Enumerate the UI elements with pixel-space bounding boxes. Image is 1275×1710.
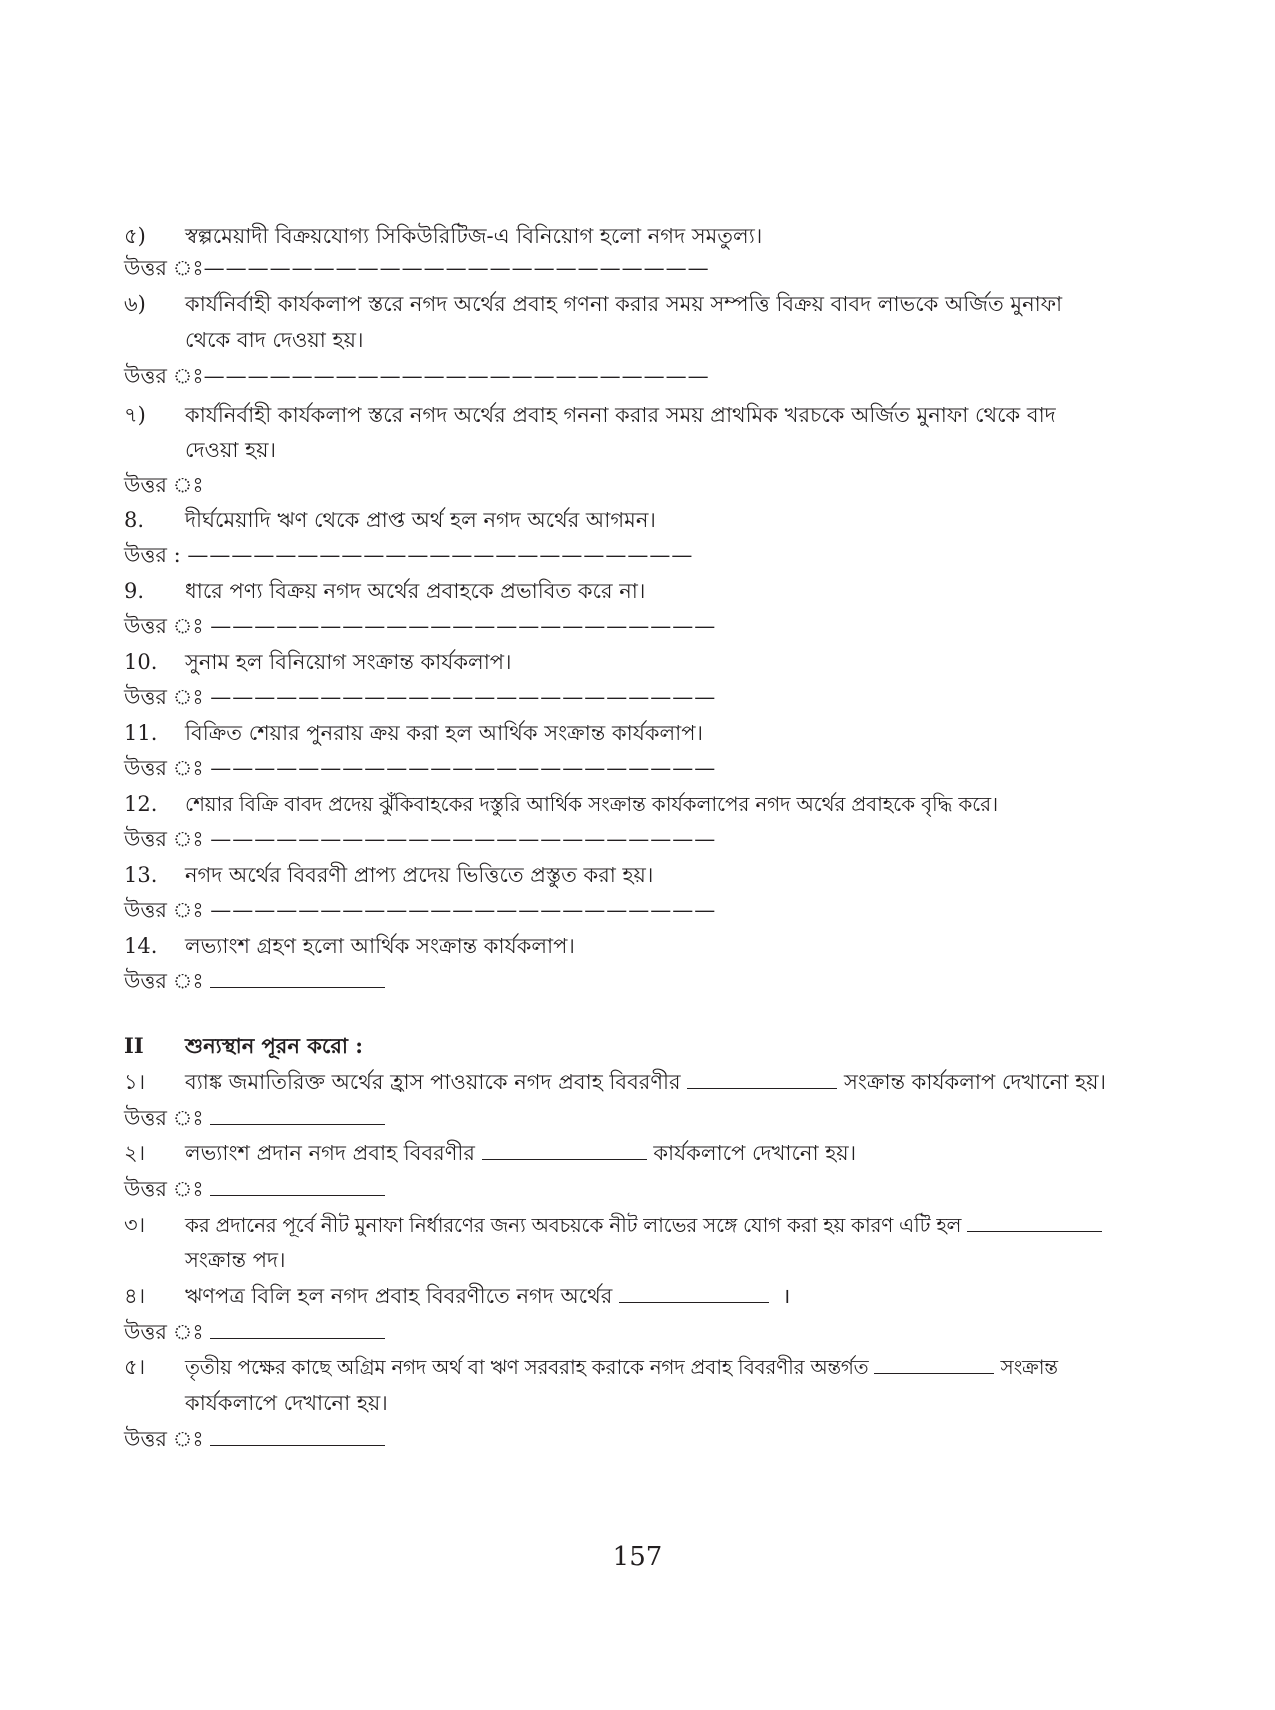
question-text: নগদ অর্থের বিবরণী প্রাপ্য প্রদেয় ভিত্তিতে প্রস্তুত করা হয়।	[185, 863, 654, 887]
question-number: 8.	[124, 508, 145, 532]
answer-label: উত্তর ঃ	[124, 364, 204, 388]
answer-fill: ———————————————————————	[210, 756, 717, 780]
answer-fill: ———————————————————————	[210, 685, 717, 709]
fill-blank	[874, 1351, 994, 1374]
fill-blank	[619, 1280, 769, 1303]
question-number: ২।	[124, 1141, 146, 1165]
answer-fill: ———————————————————————	[203, 256, 710, 280]
question-number: 11.	[124, 721, 158, 745]
question-number: ৪।	[124, 1284, 146, 1308]
answer-fill: ———————————————————————	[210, 898, 717, 922]
question-text: কর প্রদানের পূর্বে নীট মুনাফা নির্ধারণের জন্য অবচয়কে নীট লাভের সঙ্গে যোগ করা হয় কারণ এটি হল	[185, 1213, 962, 1237]
fill-blank	[967, 1209, 1102, 1232]
question-number: 10.	[124, 650, 158, 674]
question-text: লভ্যাংশ প্রদান নগদ প্রবাহ বিবরণীর	[185, 1141, 475, 1165]
fill-blank	[687, 1066, 837, 1089]
question-text: সুনাম হল বিনিয়োগ সংক্রান্ত কার্যকলাপ।	[185, 650, 512, 674]
question-text-after: সংক্রান্ত	[1000, 1355, 1058, 1379]
answer-label: উত্তর ঃ	[124, 756, 204, 780]
answer-label: উত্তর ঃ	[124, 1320, 204, 1344]
answer-label: উত্তর ঃ	[124, 898, 204, 922]
question-text: ঋণপত্র বিলি হল নগদ প্রবাহ বিবরণীতে নগদ অর্থের	[185, 1284, 613, 1308]
question-text: দীর্ঘমেয়াদি ঋণ থেকে প্রাপ্ত অর্থ হল নগদ অর্থের আগমন।	[185, 508, 656, 532]
question-text-after: ।	[782, 1284, 791, 1308]
question-number: ১।	[124, 1070, 146, 1094]
question-text: স্বল্পমেয়াদী বিক্রয়যোগ্য সিকিউরিটিজ-এ বিনিয়োগ হলো নগদ সমতুল্য।	[185, 224, 763, 248]
answer-label: উত্তর ঃ	[124, 685, 204, 709]
fill-blank	[482, 1137, 647, 1160]
answer-fill: ———————————————————————	[210, 614, 717, 638]
question-text-after: কার্যকলাপে দেখানো হয়।	[653, 1141, 857, 1165]
question-text: তৃতীয় পক্ষের কাছে অগ্রিম নগদ অর্থ বা ঋণ সরবরাহ করাকে নগদ প্রবাহ বিবরণীর অন্তর্গত	[185, 1355, 869, 1379]
question-text: ধারে পণ্য বিক্রয় নগদ অর্থের প্রবাহকে প্রভাবিত করে না।	[185, 579, 646, 603]
section-number: II	[124, 1033, 144, 1058]
question-number: 12.	[124, 792, 158, 816]
answer-blank	[210, 965, 385, 988]
answer-blank	[210, 1423, 385, 1446]
answer-fill: ———————————————————————	[210, 827, 717, 851]
question-number: ৩।	[124, 1213, 146, 1237]
question-text: বিক্রিত শেয়ার পুনরায় ক্রয় করা হল আর্থিক সংক্রান্ত কার্যকলাপ।	[185, 721, 704, 745]
question-number: ৫)	[124, 224, 146, 248]
answer-label: উত্তর ঃ	[124, 969, 204, 993]
question-number: ৬)	[124, 292, 146, 316]
question-number: 13.	[124, 863, 158, 887]
document-page: ৫) স্বল্পমেয়াদী বিক্রয়যোগ্য সিকিউরিটিজ-এ বিনিয়োগ হলো নগদ সমতুল্য। উত্তর ঃ——————————————————————— ৬) কার্যনির্বাহী কার্যকলাপ স্তরে নগদ অর্থের প্রবাহ গণনা করার সময় সম্পত্তি বিক্রয় বাবদ লাভকে অর্জিত মুনাফা থেকে বাদ দেওয়া হয়। উত্তর ঃ——————————————————————— ৭) কার্যনির্বাহী কার্যকলাপ স্তরে নগদ অর্থের প্রবাহ গননা করার সময় প্রাথমিক খরচকে অর্জিত মুনাফা থেকে বাদ দেওয়া হয়। উত্তর ঃ 8. দীর্ঘমেয়াদি ঋণ থেকে প্রাপ্ত অর্থ হল নগদ অর্থের আগমন। উত্তর : ——————————————————————— 9. ধারে পণ্য বিক্রয় নগদ অর্থের প্রবাহকে প্রভাবিত করে না। উত্তর ঃ ——————————————————————— 10. সুনাম হল বিনিয়োগ সংক্রান্ত কার্যকলাপ। উত্তর ঃ ——————————————————————— 11. বিক্রিত শেয়ার পুনরায় ক্রয় করা হল আর্থিক সংক্রান্ত কার্যকলাপ। উত্তর ঃ ——————————————————————— 12. শেয়ার বিক্রি বাবদ প্রদেয় ঝুঁকিবাহকের দস্তুরি আর্থিক সংক্রান্ত কার্যকলাপের নগদ অর্থের প্রবাহকে বৃদ্ধি করে। উত্তর ঃ ——————————————————————— 13. নগদ অর্থের বিবরণী প্রাপ্য প্রদেয় ভিত্তিতে প্রস্তুত করা হয়। উত্তর ঃ ——————————————————————— 14. লভ্যাংশ গ্রহণ হলো আর্থিক সংক্রান্ত কার্যকলাপ। উত্তর ঃ II শুন্যস্থান পূরন করো : ১। ব্যাঙ্ক জমাতিরিক্ত অর্থের হ্রাস পাওয়াকে নগদ প্রবাহ বিবরণীর সংক্রান্ত কার্যকলাপ দেখানো হয়। উত্তর ঃ ২। লভ্যাংশ প্রদান নগদ প্রবাহ বিবরণীর কার্যকলাপে দেখানো হয়। উত্তর ঃ ৩। কর প্রদানের পূর্বে নীট মুনাফা নির্ধারণের জন্য অবচয়কে নীট লাভের সঙ্গে যোগ করা হয় কারণ এটি হল সংক্রান্ত পদ। ৪। ঋণপত্র বিলি হল নগদ প্রবাহ বিবরণীতে নগদ অর্থের । উত্তর ঃ ৫। তৃতীয় পক্ষের কাছে অগ্রিম নগদ অর্থ বা ঋণ সরবরাহ করাকে নগদ প্রবাহ বিবরণীর অন্তর্গত সংক্রান্ত কার্যকলাপে দেখানো হয়। উত্তর ঃ 157	[0, 0, 1275, 1710]
answer-label: উত্তর ঃ	[124, 1106, 204, 1130]
question-number: ৭)	[124, 403, 146, 427]
answer-blank	[210, 1102, 385, 1125]
answer-fill: ———————————————————————	[187, 543, 694, 567]
question-text: লভ্যাংশ গ্রহণ হলো আর্থিক সংক্রান্ত কার্যকলাপ।	[185, 934, 575, 958]
answer-fill: ———————————————————————	[203, 364, 710, 388]
question-number: ৫।	[124, 1355, 146, 1379]
question-text: কার্যনির্বাহী কার্যকলাপ স্তরে নগদ অর্থের প্রবাহ গননা করার সময় প্রাথমিক খরচকে অর্জিত মুনাফা থেকে বাদ	[185, 403, 1056, 427]
answer-label: উত্তর ঃ	[124, 614, 204, 638]
question-number: 9.	[124, 579, 145, 603]
answer-label: উত্তর ঃ	[124, 1427, 204, 1451]
answer-label: উত্তর :	[124, 543, 181, 567]
page-number: 157	[612, 1542, 663, 1572]
answer-label: উত্তর ঃ	[124, 1177, 204, 1201]
question-number: 14.	[124, 934, 158, 958]
question-text: কার্যনির্বাহী কার্যকলাপ স্তরে নগদ অর্থের প্রবাহ গণনা করার সময় সম্পত্তি বিক্রয় বাবদ লাভকে অর্জিত মুনাফা	[185, 292, 1063, 316]
question-text: শেয়ার বিক্রি বাবদ প্রদেয় ঝুঁকিবাহকের দস্তুরি আর্থিক সংক্রান্ত কার্যকলাপের নগদ অর্থের প্রবাহকে বৃদ্ধি করে।	[185, 792, 998, 816]
answer-label: উত্তর ঃ	[124, 827, 204, 851]
answer-label: উত্তর ঃ	[124, 473, 204, 497]
answer-label: উত্তর ঃ	[124, 256, 204, 280]
question-text-after: সংক্রান্ত কার্যকলাপ দেখানো হয়।	[843, 1070, 1107, 1094]
question-text: ব্যাঙ্ক জমাতিরিক্ত অর্থের হ্রাস পাওয়াকে নগদ প্রবাহ বিবরণীর	[185, 1070, 681, 1094]
section-title: শুন্যস্থান পূরন করো :	[185, 1033, 364, 1058]
answer-blank	[210, 1173, 385, 1196]
answer-blank	[210, 1316, 385, 1339]
